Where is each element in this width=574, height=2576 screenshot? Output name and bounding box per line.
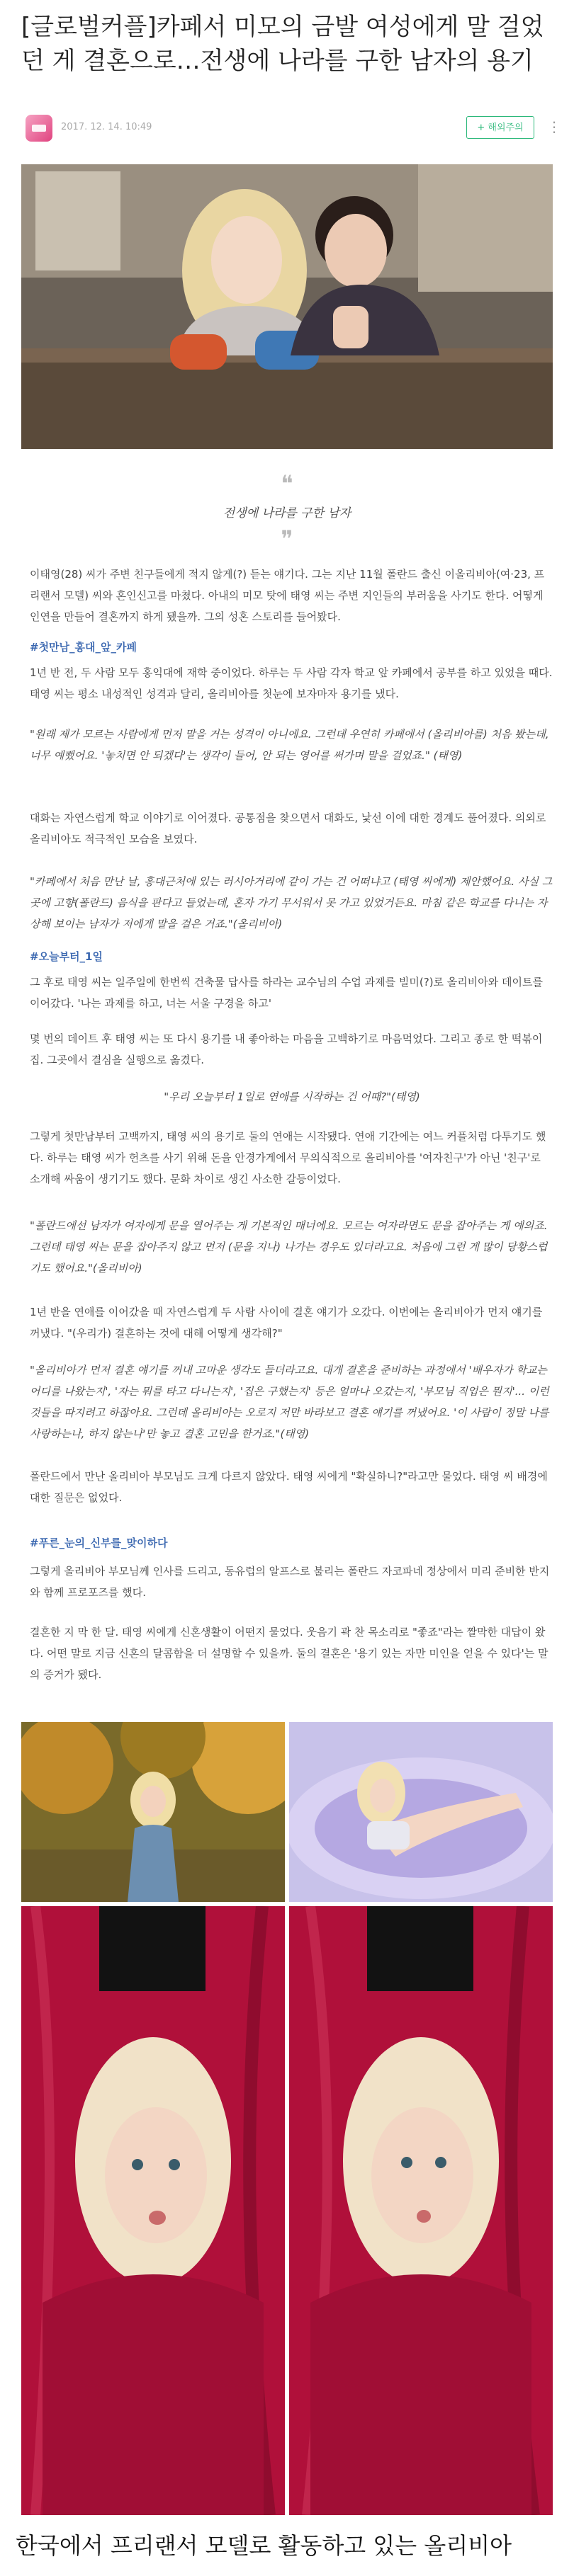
olivia-pool-float-photo [289, 1722, 553, 1902]
paragraph-marriage-talk: 1년 반을 연애를 이어갔을 때 자연스럽게 두 사람 사이에 결혼 얘기가 오갔다. 이번에는 올리비아가 먼저 얘기를 꺼냈다. "(우리가) 결혼하는 것에 대해 어떻게 생각해?" [30, 1306, 543, 1340]
paragraph-proposal: 그렇게 올리비아 부모님께 인사를 드리고, 동유럽의 알프스로 불리는 폴란드 자코파네 정상에서 미리 준비한 반지와 함께 프로포즈를 했다. [30, 1565, 550, 1599]
photo-caption: 한국에서 프리랜서 모델로 활동하고 있는 올리비아 [16, 2532, 512, 2559]
quote-olivia-1: "카페에서 처음 만난 날, 홍대근처에 있는 러시아거리에 같이 가는 건 어떠냐고 (태영 씨에게) 제안했어요. 사실 그곳에 고향(폴란드) 음식을 판다고 들었는데, 혼자 가기 무서워서 못 가고 있었거든요. 마침 같은 학교를 다니는 자상해 보이는 남자가 저에게 말을 걸은 거죠."(올리비아) [30, 875, 553, 930]
section-tag-first-meeting[interactable]: #첫만남_홍대_앞_카페 [30, 641, 137, 654]
quote-olivia-2: "폴란드에선 남자가 여자에게 문을 열어주는 게 기본적인 매너에요. 모르는 여자라면도 문을 잡아주는 게 예의죠. 그런데 태영 씨는 문을 잡아주지 않고 먼저 (문을 지나) 나가는 경우도 있더라고요. 처음에 그런 게 많이 당황스럽기도 했어요."(올리비아) [30, 1219, 548, 1275]
paragraph-newlywed: 결혼한 지 막 한 달. 태영 씨에게 신혼생활이 어떤지 물었다. 웃음기 곽 찬 목소리로 "좋죠"라는 짤막한 대답이 왔다. 어떤 말로 지금 신혼의 달콤함을 더 설명할 수 있을까. 둘의 결혼은 '용기 있는 자만 미인을 얻을 수 있다'는 말의 증거가 됐다. [30, 1626, 548, 1681]
paragraph-confession: 몇 번의 데이트 후 태영 씨는 또 다시 용기를 내 좋아하는 마음을 고백하기로 마음먹었다. 그리고 종로 한 떡볶이 집. 그곳에서 결심을 실행으로 옮겼다. [30, 1032, 543, 1066]
olivia-velvet-photo-right [289, 1906, 553, 2515]
article-meta [21, 112, 560, 143]
blog-avatar-icon[interactable] [26, 115, 52, 142]
quote-taeyoung-3: "올리비아가 먼저 결혼 얘기를 꺼내 고마운 생각도 들더라고요. 대개 결혼을 준비하는 과정에서 '배우자가 학교는 어디를 나왔는지', '자는 뭐를 타고 다니는지', '집은 구했는지' 등은 얼마나 오갔는지, '부모님 직업은 뭔지'... 이런 것들을 따지려고 하잖아요. 그런데 올리비아는 오로지 저만 바라보고 결혼 얘기를 꺼냈어요. '이 사람이 정말 나를 사랑하는나, 하지 않는나'만 놓고 결혼 고민을 한거죠."(태영) [30, 1364, 549, 1440]
olivia-autumn-photo [21, 1722, 285, 1902]
article-subtitle: 전생에 나라를 구한 남자 [223, 506, 351, 520]
follow-button[interactable]: + 해외주의 [466, 116, 534, 139]
section-tag-bride[interactable]: #푸른_눈의_신부를_맞이하다 [30, 1537, 168, 1549]
quote-taeyoung-1: "원래 제가 모르는 사람에게 먼저 말을 거는 성격이 아니에요. 그런데 우연히 카페에서 (올리비아를) 처음 봤는데, 너무 예뻤어요. '놓치면 안 되겠다'는 생각이 들어, 안 되는 영어를 써가며 말을 걸었죠." (태영) [30, 728, 549, 762]
paragraph-cafe: 1년 반 전, 두 사람 모두 홍익대에 재학 중이었다. 하루는 두 사람 각자 학교 앞 카페에서 공부를 하고 있었을 때다. 태영 씨는 평소 내성적인 성격과 달리, 올리비아를 첫눈에 보자마자 용기를 냈다. [30, 666, 553, 700]
quote-taeyoung-2: "우리 오늘부터 1일로 연애를 시작하는 건 어때?"(태영) [164, 1090, 420, 1103]
couple-photo [21, 164, 553, 449]
article-title: [글로벌커플]카페서 미모의 금발 여성에게 말 걸었던 게 결혼으로…전생에 나라를 구한 남자의 용기 [21, 13, 544, 75]
post-date: 2017. 12. 14. 10:49 [61, 122, 152, 132]
more-options-icon[interactable]: ⋮ [547, 118, 561, 135]
paragraph-relationship: 그렇게 첫만남부터 고백까지, 태영 씨의 용기로 둘의 연애는 시작됐다. 연애 기간에는 여느 커플처럼 다투기도 했다. 하루는 태영 씨가 헌츠를 사기 위해 돈을 안경가게에서 무의식적으로 올리비아를 '여자친구'가 아닌 '친구'로 소개해 싸움이 생기기도 했다. 문화 차이로 생긴 사소한 갈등이었다. [30, 1130, 546, 1185]
paragraph-intro: 이태영(28) 씨가 주변 친구들에게 적지 않게(?) 듣는 얘기다. 그는 지난 11월 폴란드 출신 이올리비아(여·23, 프리랜서 모델) 씨와 혼인신고를 마쳤다. 아내의 미모 탓에 태영 씨는 주변 지인들의 부러움을 사기도 한다. 어떻게 인연을 만들어 결혼까지 하게 됐을까. 그의 성혼 스토리를 들어봤다. [30, 568, 545, 623]
paragraph-conversation: 대화는 자연스럽게 학교 이야기로 이어졌다. 공통점을 찾으면서 대화도, 낯선 이에 대한 경계도 풀어졌다. 의외로 올리비아도 적극적인 모습을 보였다. [30, 811, 546, 845]
close-quote-icon: ❞ [281, 525, 293, 552]
olivia-velvet-photo-left [21, 1906, 285, 2515]
open-quote-icon: ❝ [281, 470, 293, 497]
paragraph-parents: 폴란드에서 만난 올리비아 부모님도 크게 다르지 않았다. 태영 씨에게 "확실하니?"라고만 물었다. 태영 씨 배경에 대한 질문은 없었다. [30, 1470, 548, 1504]
section-tag-day-one[interactable]: #오늘부터_1일 [30, 950, 103, 963]
paragraph-dating: 그 후로 태영 씨는 일주일에 한번씩 건축물 답사를 하라는 교수님의 수업 과제를 빌미(?)로 올리비아와 데이트를 이어갔다. '나는 과제를 하고, 너는 서울 구경을 하고' [30, 976, 543, 1010]
